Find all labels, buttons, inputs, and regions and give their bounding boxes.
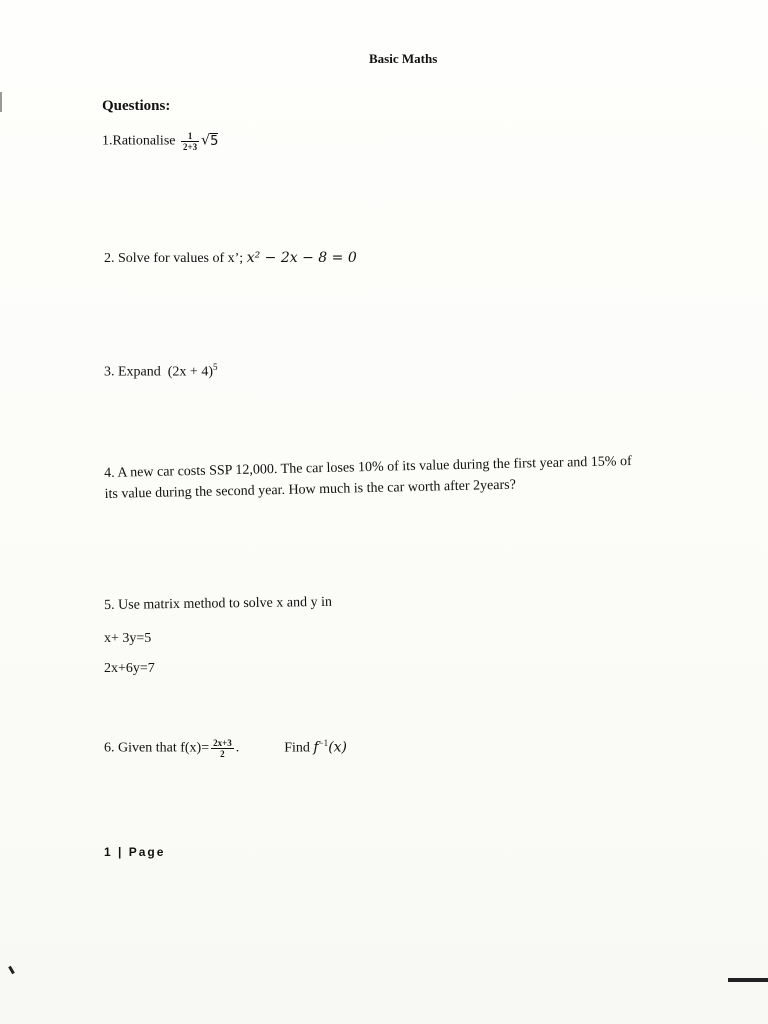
questions-heading: Questions:	[102, 98, 171, 114]
question-6-text: 6. Given that f(x)=	[104, 740, 210, 756]
fraction-numerator: 2x+3	[213, 738, 232, 748]
question-5-line-1: 5. Use matrix method to solve x and y in	[104, 594, 333, 613]
question-2-text: 2. Solve for values of x’;	[104, 251, 244, 266]
inverse-function-argument: (x)	[328, 739, 348, 756]
question-6	[104, 738, 347, 759]
fraction-denominator: 2	[220, 749, 225, 759]
inverse-exponent: −1	[318, 738, 329, 749]
question-3	[104, 362, 218, 381]
scan-speck	[8, 966, 15, 974]
question-4	[104, 454, 632, 503]
document-title: Basic Maths	[369, 51, 438, 66]
question-5-equation-2: 2x+6y=7	[104, 661, 155, 676]
question-6-find-label: Find	[284, 740, 310, 756]
question-3-expression: (2x + 4)	[167, 364, 213, 380]
fraction-denominator: 2+3	[183, 142, 198, 152]
fraction-numerator: 1	[181, 131, 199, 142]
question-2-equation: x² − 2x − 8 = 0	[246, 250, 357, 266]
question-1	[102, 131, 218, 152]
radical-sign: √	[201, 132, 211, 149]
radicand: 5	[210, 133, 219, 149]
question-1-text: 1.Rationalise	[102, 133, 176, 149]
question-3-exponent: 5	[213, 362, 218, 372]
question-4-line-2: its value during the second year. How much is the car worth after 2years?	[104, 477, 517, 502]
question-5	[104, 595, 332, 614]
question-2	[104, 250, 357, 267]
page-number-footer: 1 | Page	[104, 845, 166, 859]
scan-edge-shadow	[0, 92, 2, 112]
question-1-fraction	[181, 131, 199, 152]
inverse-function-symbol: f	[313, 739, 319, 756]
question-5-equation-1: x+ 3y=5	[104, 631, 152, 646]
question-6-fraction	[211, 738, 234, 759]
question-4-line-1: 4. A new car costs SSP 12,000. The car loses 10% of its value during the first year and 15% of	[104, 454, 632, 481]
scan-edge-mark	[728, 978, 768, 982]
question-3-text: 3. Expand	[104, 364, 161, 380]
question-6-period: .	[235, 740, 240, 756]
